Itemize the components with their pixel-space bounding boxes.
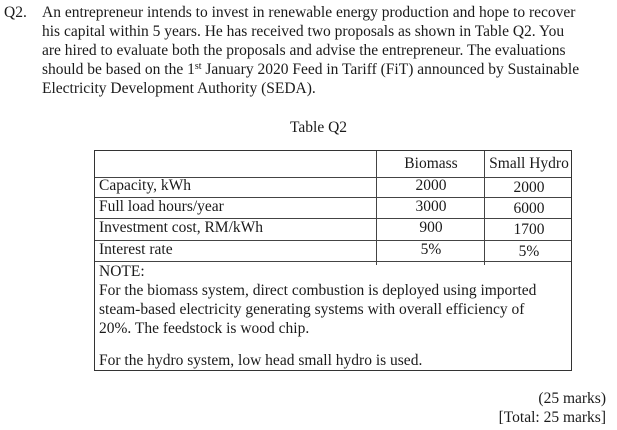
header-small-hydro: Small Hydro [489,155,569,172]
interest-rate-hydro: 5% [518,243,540,260]
investment-cost-biomass: 900 [419,219,443,236]
question-line-4 [42,60,610,79]
total-marks: [Total: 25 marks] [498,409,606,426]
investment-cost-hydro: 1700 [513,221,545,238]
note-hydro: For the hydro system, low head small hydro is used. [99,352,423,369]
question-line-1: An entrepreneur intends to invest in renewable energy production and hope to recover [42,4,576,21]
note-title: NOTE: [99,263,145,280]
row-label-capacity: Capacity, kWh [99,177,191,194]
row-label-investment-cost: Investment cost, RM/kWh [99,219,264,236]
note-line-3: 20%. The feedstock is wood chip. [99,320,310,337]
full-load-hours-hydro: 6000 [513,200,545,217]
row-label-interest-rate: Interest rate [99,241,173,258]
capacity-biomass: 2000 [415,177,447,194]
interest-rate-biomass: 5% [420,241,442,258]
question-number: Q2. [4,4,27,21]
question-line-4-pre: should be based on the 1 [42,61,195,78]
note-line-1: For the biomass system, direct combustion is deployed using imported [99,282,537,299]
table-caption: Table Q2 [290,119,348,136]
question-line-3: are hired to evaluate both the proposals and advise the entrepreneur. The evaluations [42,42,566,59]
data-table [94,150,572,371]
note-block [99,262,569,338]
header-biomass: Biomass [404,155,458,172]
question-line-5: Electricity Development Authority (SEDA). [42,80,316,97]
ordinal-superscript: st [194,61,202,72]
note-line-2: steam-based electricity generating systems with overall efficiency of [99,301,525,318]
full-load-hours-biomass: 3000 [415,198,447,215]
capacity-hydro: 2000 [513,179,545,196]
row-label-full-load-hours: Full load hours/year [99,198,224,215]
question-marks: (25 marks) [538,390,606,407]
question-text [42,3,610,98]
question-line-2: his capital within 5 years. He has received two proposals as shown in Table Q2. You [42,23,565,40]
question-line-4-post: January 2020 Feed in Tariff (FiT) announced by Sustainable [201,61,580,78]
